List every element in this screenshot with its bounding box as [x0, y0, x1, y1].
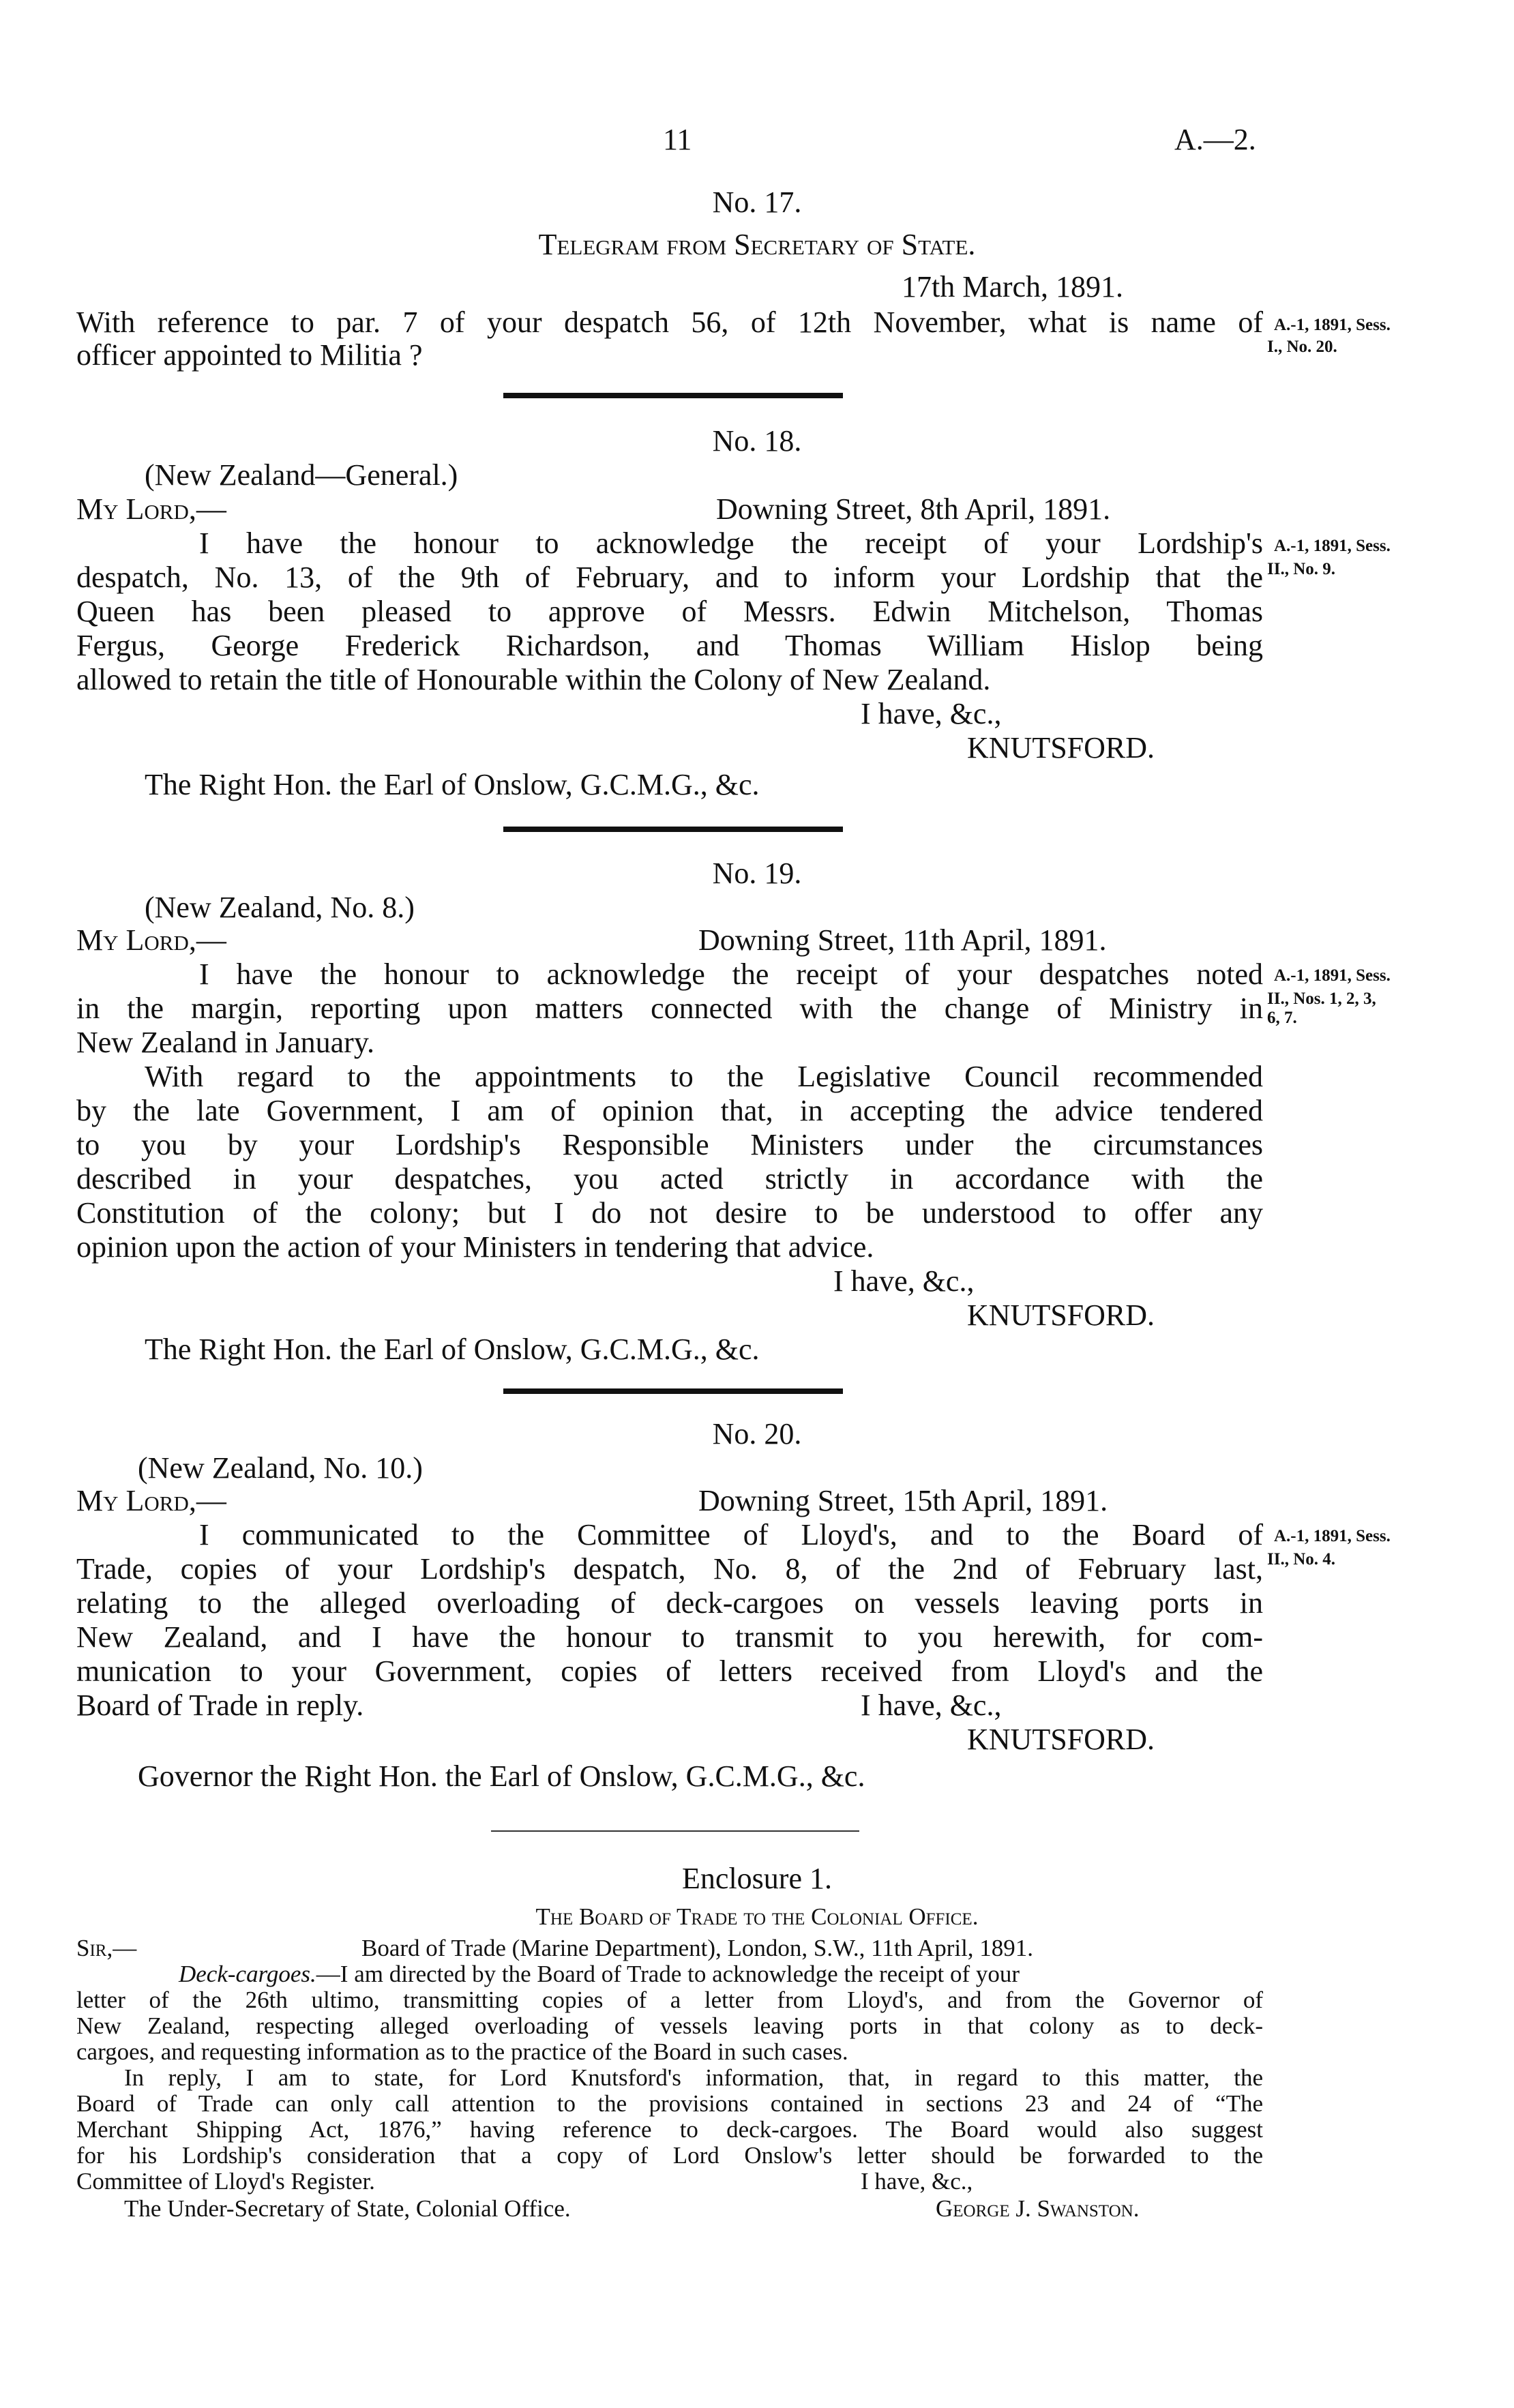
section-20-line-5: munication to your Government, copies of letters received from Lloyd's and the — [76, 1654, 1263, 1688]
section-19-line-1: I have the honour to acknowledge the receipt of your despatches noted — [199, 957, 1263, 991]
enclosure-line-5: In reply, I am to state, for Lord Knutsford's information, that, in regard to this matter, the — [124, 2064, 1263, 2091]
section-19-margin-ref-2: II., Nos. 1, 2, 3, — [1267, 990, 1376, 1008]
document-reference: A.—2. — [1174, 123, 1256, 156]
section-17-margin-ref-1: A.-1, 1891, Sess. — [1274, 316, 1391, 334]
enclosure-closing: I have, &c., — [861, 2168, 973, 2195]
section-20-line-4: New Zealand, and I have the honour to transmit to you herewith, for com- — [76, 1620, 1263, 1654]
section-18-closing: I have, &c., — [861, 697, 1002, 730]
section-18-signature: KNUTSFORD. — [967, 731, 1155, 764]
section-19-line-3: New Zealand in January. — [76, 1026, 374, 1059]
section-divider — [503, 1388, 843, 1394]
section-17-heading: No. 17. — [712, 185, 802, 219]
section-20-line-1: I communicated to the Committee of Lloyd's, and to the Board of — [199, 1518, 1263, 1551]
section-20-subtitle: (New Zealand, No. 10.) — [138, 1451, 423, 1485]
section-19-line-8: Constitution of the colony; but I do not desire to be understood to offer any — [76, 1196, 1263, 1230]
section-20-line-3: relating to the alleged overloading of deck-cargoes on vessels leaving ports in — [76, 1586, 1263, 1620]
page-number: 11 — [663, 123, 692, 156]
enclosure-addressee: The Under-Secretary of State, Colonial Office. — [124, 2195, 571, 2222]
section-19-signature: KNUTSFORD. — [967, 1298, 1155, 1332]
section-20-margin-ref-1: A.-1, 1891, Sess. — [1274, 1527, 1391, 1545]
enclosure-paragraph-1-line-1 — [179, 1961, 1263, 1987]
enclosure-line-2: letter of the 26th ultimo, transmitting copies of a letter from Lloyd's, and from the Governor of — [76, 1987, 1263, 2013]
section-19-line-2: in the margin, reporting upon matters connected with the change of Ministry in — [76, 992, 1263, 1025]
section-18-salutation: My Lord,— — [76, 492, 226, 526]
section-18-subtitle: (New Zealand—General.) — [145, 458, 458, 492]
enclosure-divider — [491, 1830, 859, 1832]
section-19-line-7: described in your despatches, you acted strictly in accordance with the — [76, 1162, 1263, 1195]
section-20-line-6: Board of Trade in reply. — [76, 1689, 364, 1722]
section-19-closing: I have, &c., — [833, 1264, 975, 1298]
section-20-address-date: Downing Street, 15th April, 1891. — [698, 1484, 1108, 1517]
enclosure-line-8: for his Lordship's consideration that a copy of Lord Onslow's letter should be forwarded to the — [76, 2142, 1263, 2169]
enclosure-title: The Board of Trade to the Colonial Office. — [535, 1903, 979, 1930]
enclosure-line-4: cargoes, and requesting information as to the practice of the Board in such cases. — [76, 2038, 848, 2065]
section-17-line-2: officer appointed to Militia ? — [76, 338, 423, 372]
section-19-salutation: My Lord,— — [76, 923, 226, 957]
enclosure-subject: Deck-cargoes. — [179, 1961, 316, 1987]
enclosure-line-3: New Zealand, respecting alleged overloading of vessels leaving ports in that colony as to deck- — [76, 2012, 1263, 2039]
section-19-margin-ref-1: A.-1, 1891, Sess. — [1274, 966, 1391, 985]
enclosure-salutation: Sir,— — [76, 1935, 137, 1961]
section-19-line-9: opinion upon the action of your Ministers in tendering that advice. — [76, 1230, 874, 1264]
section-18-line-1: I have the honour to acknowledge the receipt of your Lordship's — [199, 526, 1263, 560]
enclosure-signature: George J. Swanston. — [936, 2195, 1140, 2222]
section-20-addressee: Governor the Right Hon. the Earl of Onslow, G.C.M.G., &c. — [138, 1759, 865, 1793]
section-20-salutation: My Lord,— — [76, 1484, 226, 1517]
section-17-margin-ref-2: I., No. 20. — [1267, 338, 1337, 356]
section-18-line-2: despatch, No. 13, of the 9th of February, and to inform your Lordship that the — [76, 561, 1263, 594]
section-divider — [503, 827, 843, 832]
section-17-title: Telegram from Secretary of State. — [538, 228, 976, 261]
section-19-line-6: to you by your Lordship's Responsible Ministers under the circumstances — [76, 1128, 1263, 1161]
section-19-heading: No. 19. — [712, 857, 802, 890]
section-20-heading: No. 20. — [712, 1417, 802, 1451]
section-18-margin-ref-1: A.-1, 1891, Sess. — [1274, 537, 1391, 555]
section-18-addressee: The Right Hon. the Earl of Onslow, G.C.M.G., &c. — [145, 768, 760, 801]
section-20-line-2: Trade, copies of your Lordship's despatch, No. 8, of the 2nd of February last, — [76, 1552, 1263, 1586]
section-18-line-4: Fergus, George Frederick Richardson, and Thomas William Hislop being — [76, 629, 1263, 662]
enclosure-line-9: Committee of Lloyd's Register. — [76, 2168, 375, 2195]
section-18-margin-ref-2: II., No. 9. — [1267, 560, 1336, 578]
section-18-line-5: allowed to retain the title of Honourable within the Colony of New Zealand. — [76, 663, 991, 696]
section-18-line-3: Queen has been pleased to approve of Messrs. Edwin Mitchelson, Thomas — [76, 595, 1263, 628]
section-19-margin-ref-3: 6, 7. — [1267, 1009, 1297, 1027]
section-19-line-4: With regard to the appointments to the Legislative Council recommended — [145, 1060, 1263, 1093]
section-19-subtitle: (New Zealand, No. 8.) — [145, 891, 415, 924]
section-19-address-date: Downing Street, 11th April, 1891. — [698, 923, 1107, 957]
section-17-line-1: With reference to par. 7 of your despatch 56, of 12th November, what is name of — [76, 306, 1263, 339]
section-18-address-date: Downing Street, 8th April, 1891. — [716, 492, 1111, 526]
section-19-line-5: by the late Government, I am of opinion that, in accepting the advice tendered — [76, 1094, 1263, 1127]
section-19-addressee: The Right Hon. the Earl of Onslow, G.C.M.G., &c. — [145, 1333, 760, 1366]
section-17-date: 17th March, 1891. — [902, 270, 1124, 303]
enclosure-address-date: Board of Trade (Marine Department), London, S.W., 11th April, 1891. — [361, 1935, 1034, 1961]
enclosure-line-1-text: —I am directed by the Board of Trade to acknowledge the receipt of your — [316, 1961, 1020, 1987]
section-20-signature: KNUTSFORD. — [967, 1723, 1155, 1756]
section-18-heading: No. 18. — [712, 424, 802, 458]
enclosure-line-6: Board of Trade can only call attention to the provisions contained in sections 23 and 24 of “The — [76, 2090, 1263, 2117]
enclosure-heading: Enclosure 1. — [682, 1862, 832, 1895]
section-divider — [503, 393, 843, 398]
section-20-closing: I have, &c., — [861, 1689, 1002, 1722]
enclosure-line-7: Merchant Shipping Act, 1876,” having reference to deck-cargoes. The Board would also suggest — [76, 2116, 1263, 2143]
section-20-margin-ref-2: II., No. 4. — [1267, 1550, 1336, 1569]
